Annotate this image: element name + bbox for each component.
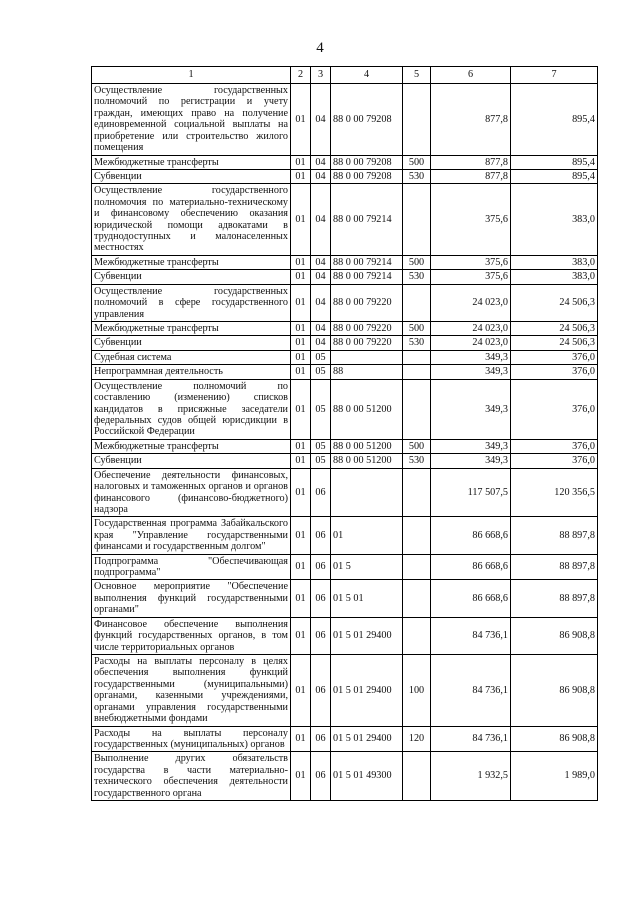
- target-article-code: [331, 350, 403, 364]
- amount-year-2: 86 908,8: [511, 617, 598, 654]
- column-header: 3: [311, 67, 331, 84]
- target-article-code: 01: [331, 517, 403, 554]
- subsection-code: 06: [311, 617, 331, 654]
- column-header: 4: [331, 67, 403, 84]
- row-name: Межбюджетные трансферты: [92, 255, 291, 269]
- amount-year-2: 376,0: [511, 365, 598, 379]
- amount-year-2: 88 897,8: [511, 517, 598, 554]
- target-article-code: 88 0 00 79220: [331, 336, 403, 350]
- amount-year-1: 84 736,1: [431, 726, 511, 752]
- section-code: 01: [291, 439, 311, 453]
- table-row: [92, 155, 598, 169]
- expense-type-code: [403, 580, 431, 617]
- row-name: Обеспечение деятельности финансовых, налоговых и таможенных органов и органов финансового (финансово-бюджетного) надзора: [92, 468, 291, 517]
- table-row: [92, 439, 598, 453]
- expense-type-code: 500: [403, 322, 431, 336]
- target-article-code: 88: [331, 365, 403, 379]
- amount-year-2: 24 506,3: [511, 284, 598, 321]
- amount-year-2: 383,0: [511, 255, 598, 269]
- expense-type-code: [403, 184, 431, 256]
- amount-year-1: 349,3: [431, 379, 511, 439]
- table-row: [92, 726, 598, 752]
- amount-year-1: 1 932,5: [431, 752, 511, 801]
- row-name: Расходы на выплаты персоналу государственных (муниципальных) органов: [92, 726, 291, 752]
- target-article-code: 88 0 00 79214: [331, 270, 403, 284]
- amount-year-2: 376,0: [511, 379, 598, 439]
- section-code: 01: [291, 284, 311, 321]
- amount-year-1: 117 507,5: [431, 468, 511, 517]
- subsection-code: 06: [311, 726, 331, 752]
- target-article-code: 88 0 00 79208: [331, 169, 403, 183]
- subsection-code: 06: [311, 580, 331, 617]
- row-name: Осуществление государственных полномочий в сфере государственного управления: [92, 284, 291, 321]
- subsection-code: 06: [311, 517, 331, 554]
- table-row: [92, 336, 598, 350]
- target-article-code: [331, 468, 403, 517]
- row-name: Осуществление государственного полномочия по материально-техническому и финансовому обеспечению оказания юридической помощи адвокатами в труднодоступных и малонаселенных местностях: [92, 184, 291, 256]
- row-name: Судебная система: [92, 350, 291, 364]
- column-number-row: [92, 67, 598, 84]
- row-name: Осуществление полномочий по составлению (изменению) списков кандидатов в присяжные заседатели федеральных судов общей юрисдикции в Российской Федерации: [92, 379, 291, 439]
- amount-year-2: 383,0: [511, 270, 598, 284]
- expense-type-code: [403, 752, 431, 801]
- column-header: 1: [92, 67, 291, 84]
- subsection-code: 04: [311, 184, 331, 256]
- section-code: 01: [291, 468, 311, 517]
- amount-year-1: 349,3: [431, 350, 511, 364]
- amount-year-1: 24 023,0: [431, 336, 511, 350]
- table-row: [92, 169, 598, 183]
- amount-year-1: 24 023,0: [431, 322, 511, 336]
- expense-type-code: [403, 517, 431, 554]
- amount-year-2: 88 897,8: [511, 580, 598, 617]
- amount-year-1: 349,3: [431, 439, 511, 453]
- row-name: Субвенции: [92, 270, 291, 284]
- subsection-code: 06: [311, 752, 331, 801]
- section-code: 01: [291, 84, 311, 156]
- target-article-code: 88 0 00 79214: [331, 255, 403, 269]
- section-code: 01: [291, 617, 311, 654]
- target-article-code: 01 5 01 29400: [331, 617, 403, 654]
- amount-year-1: 349,3: [431, 365, 511, 379]
- subsection-code: 06: [311, 654, 331, 726]
- target-article-code: 88 0 00 79208: [331, 155, 403, 169]
- table-row: [92, 350, 598, 364]
- subsection-code: 06: [311, 554, 331, 580]
- table-row: [92, 84, 598, 156]
- section-code: 01: [291, 155, 311, 169]
- target-article-code: 01 5 01 29400: [331, 726, 403, 752]
- row-name: Субвенции: [92, 169, 291, 183]
- table-row: [92, 654, 598, 726]
- amount-year-1: 84 736,1: [431, 654, 511, 726]
- subsection-code: 04: [311, 169, 331, 183]
- section-code: 01: [291, 350, 311, 364]
- section-code: 01: [291, 336, 311, 350]
- subsection-code: 04: [311, 336, 331, 350]
- target-article-code: 88 0 00 79220: [331, 284, 403, 321]
- table-row: [92, 379, 598, 439]
- subsection-code: 04: [311, 255, 331, 269]
- target-article-code: 01 5 01: [331, 580, 403, 617]
- section-code: 01: [291, 270, 311, 284]
- amount-year-1: 877,8: [431, 84, 511, 156]
- row-name: Непрограммная деятельность: [92, 365, 291, 379]
- table-row: [92, 468, 598, 517]
- section-code: 01: [291, 752, 311, 801]
- amount-year-2: 24 506,3: [511, 336, 598, 350]
- amount-year-2: 895,4: [511, 155, 598, 169]
- section-code: 01: [291, 184, 311, 256]
- amount-year-1: 84 736,1: [431, 617, 511, 654]
- expense-type-code: 530: [403, 454, 431, 468]
- amount-year-2: 88 897,8: [511, 554, 598, 580]
- subsection-code: 06: [311, 468, 331, 517]
- table-row: [92, 270, 598, 284]
- expense-type-code: 500: [403, 439, 431, 453]
- expense-type-code: 100: [403, 654, 431, 726]
- target-article-code: 88 0 00 79208: [331, 84, 403, 156]
- target-article-code: 01 5 01 49300: [331, 752, 403, 801]
- column-header: 2: [291, 67, 311, 84]
- table-row: [92, 184, 598, 256]
- expense-type-code: 120: [403, 726, 431, 752]
- expense-type-code: 530: [403, 336, 431, 350]
- amount-year-1: 86 668,6: [431, 580, 511, 617]
- amount-year-2: 1 989,0: [511, 752, 598, 801]
- table-row: [92, 517, 598, 554]
- table-row: [92, 617, 598, 654]
- subsection-code: 04: [311, 284, 331, 321]
- target-article-code: 88 0 00 51200: [331, 454, 403, 468]
- row-name: Расходы на выплаты персоналу в целях обеспечения выполнения функций государственными (муниципальными) органами, казенными учреждениями, органами управления государственными внебюджетными фондами: [92, 654, 291, 726]
- row-name: Основное мероприятие "Обеспечение выполнения функций государственными органами": [92, 580, 291, 617]
- expense-type-code: 530: [403, 169, 431, 183]
- section-code: 01: [291, 654, 311, 726]
- row-name: Подпрограмма "Обеспечивающая подпрограмма": [92, 554, 291, 580]
- subsection-code: 04: [311, 322, 331, 336]
- row-name: Осуществление государственных полномочий по регистрации и учету граждан, имеющих право на получение единовременной социальной выплаты на приобретение или строительство жилого помещения: [92, 84, 291, 156]
- amount-year-1: 24 023,0: [431, 284, 511, 321]
- amount-year-1: 86 668,6: [431, 554, 511, 580]
- row-name: Межбюджетные трансферты: [92, 322, 291, 336]
- section-code: 01: [291, 169, 311, 183]
- section-code: 01: [291, 554, 311, 580]
- expense-type-code: [403, 350, 431, 364]
- expense-type-code: [403, 284, 431, 321]
- amount-year-1: 375,6: [431, 270, 511, 284]
- column-header: 7: [511, 67, 598, 84]
- row-name: Субвенции: [92, 454, 291, 468]
- amount-year-1: 877,8: [431, 169, 511, 183]
- amount-year-2: 86 908,8: [511, 726, 598, 752]
- subsection-code: 05: [311, 379, 331, 439]
- amount-year-2: 86 908,8: [511, 654, 598, 726]
- expense-type-code: [403, 379, 431, 439]
- subsection-code: 05: [311, 365, 331, 379]
- amount-year-2: 895,4: [511, 169, 598, 183]
- section-code: 01: [291, 322, 311, 336]
- expense-type-code: 530: [403, 270, 431, 284]
- section-code: 01: [291, 365, 311, 379]
- column-header: 6: [431, 67, 511, 84]
- table-row: [92, 284, 598, 321]
- expense-type-code: [403, 365, 431, 379]
- amount-year-1: 375,6: [431, 184, 511, 256]
- row-name: Межбюджетные трансферты: [92, 439, 291, 453]
- amount-year-1: 349,3: [431, 454, 511, 468]
- subsection-code: 05: [311, 350, 331, 364]
- expense-type-code: [403, 617, 431, 654]
- target-article-code: 88 0 00 51200: [331, 439, 403, 453]
- subsection-code: 04: [311, 84, 331, 156]
- amount-year-2: 895,4: [511, 84, 598, 156]
- expense-type-code: 500: [403, 255, 431, 269]
- amount-year-1: 375,6: [431, 255, 511, 269]
- section-code: 01: [291, 379, 311, 439]
- section-code: 01: [291, 517, 311, 554]
- subsection-code: 05: [311, 454, 331, 468]
- amount-year-2: 120 356,5: [511, 468, 598, 517]
- expense-type-code: [403, 468, 431, 517]
- section-code: 01: [291, 726, 311, 752]
- amount-year-2: 383,0: [511, 184, 598, 256]
- table-row: [92, 580, 598, 617]
- page-number: 4: [316, 40, 324, 56]
- subsection-code: 05: [311, 439, 331, 453]
- section-code: 01: [291, 255, 311, 269]
- amount-year-1: 86 668,6: [431, 517, 511, 554]
- table-row: [92, 752, 598, 801]
- column-header: 5: [403, 67, 431, 84]
- row-name: Субвенции: [92, 336, 291, 350]
- target-article-code: 01 5 01 29400: [331, 654, 403, 726]
- target-article-code: 88 0 00 79214: [331, 184, 403, 256]
- row-name: Финансовое обеспечение выполнения функций государственных органов, в том числе территориальных органов: [92, 617, 291, 654]
- target-article-code: 01 5: [331, 554, 403, 580]
- expense-type-code: [403, 84, 431, 156]
- target-article-code: 88 0 00 79220: [331, 322, 403, 336]
- expense-type-code: [403, 554, 431, 580]
- table-row: [92, 454, 598, 468]
- subsection-code: 04: [311, 270, 331, 284]
- amount-year-1: 877,8: [431, 155, 511, 169]
- section-code: 01: [291, 580, 311, 617]
- section-code: 01: [291, 454, 311, 468]
- amount-year-2: 376,0: [511, 350, 598, 364]
- row-name: Межбюджетные трансферты: [92, 155, 291, 169]
- amount-year-2: 376,0: [511, 439, 598, 453]
- table-row: [92, 365, 598, 379]
- expense-type-code: 500: [403, 155, 431, 169]
- table-row: [92, 322, 598, 336]
- amount-year-2: 24 506,3: [511, 322, 598, 336]
- table-row: [92, 554, 598, 580]
- row-name: Государственная программа Забайкальского края "Управление государственными финансами и государственным долгом": [92, 517, 291, 554]
- target-article-code: 88 0 00 51200: [331, 379, 403, 439]
- row-name: Выполнение других обязательств государства в части материально-технического обеспечения деятельности государственного органа: [92, 752, 291, 801]
- budget-table: [91, 66, 598, 801]
- amount-year-2: 376,0: [511, 454, 598, 468]
- table-row: [92, 255, 598, 269]
- subsection-code: 04: [311, 155, 331, 169]
